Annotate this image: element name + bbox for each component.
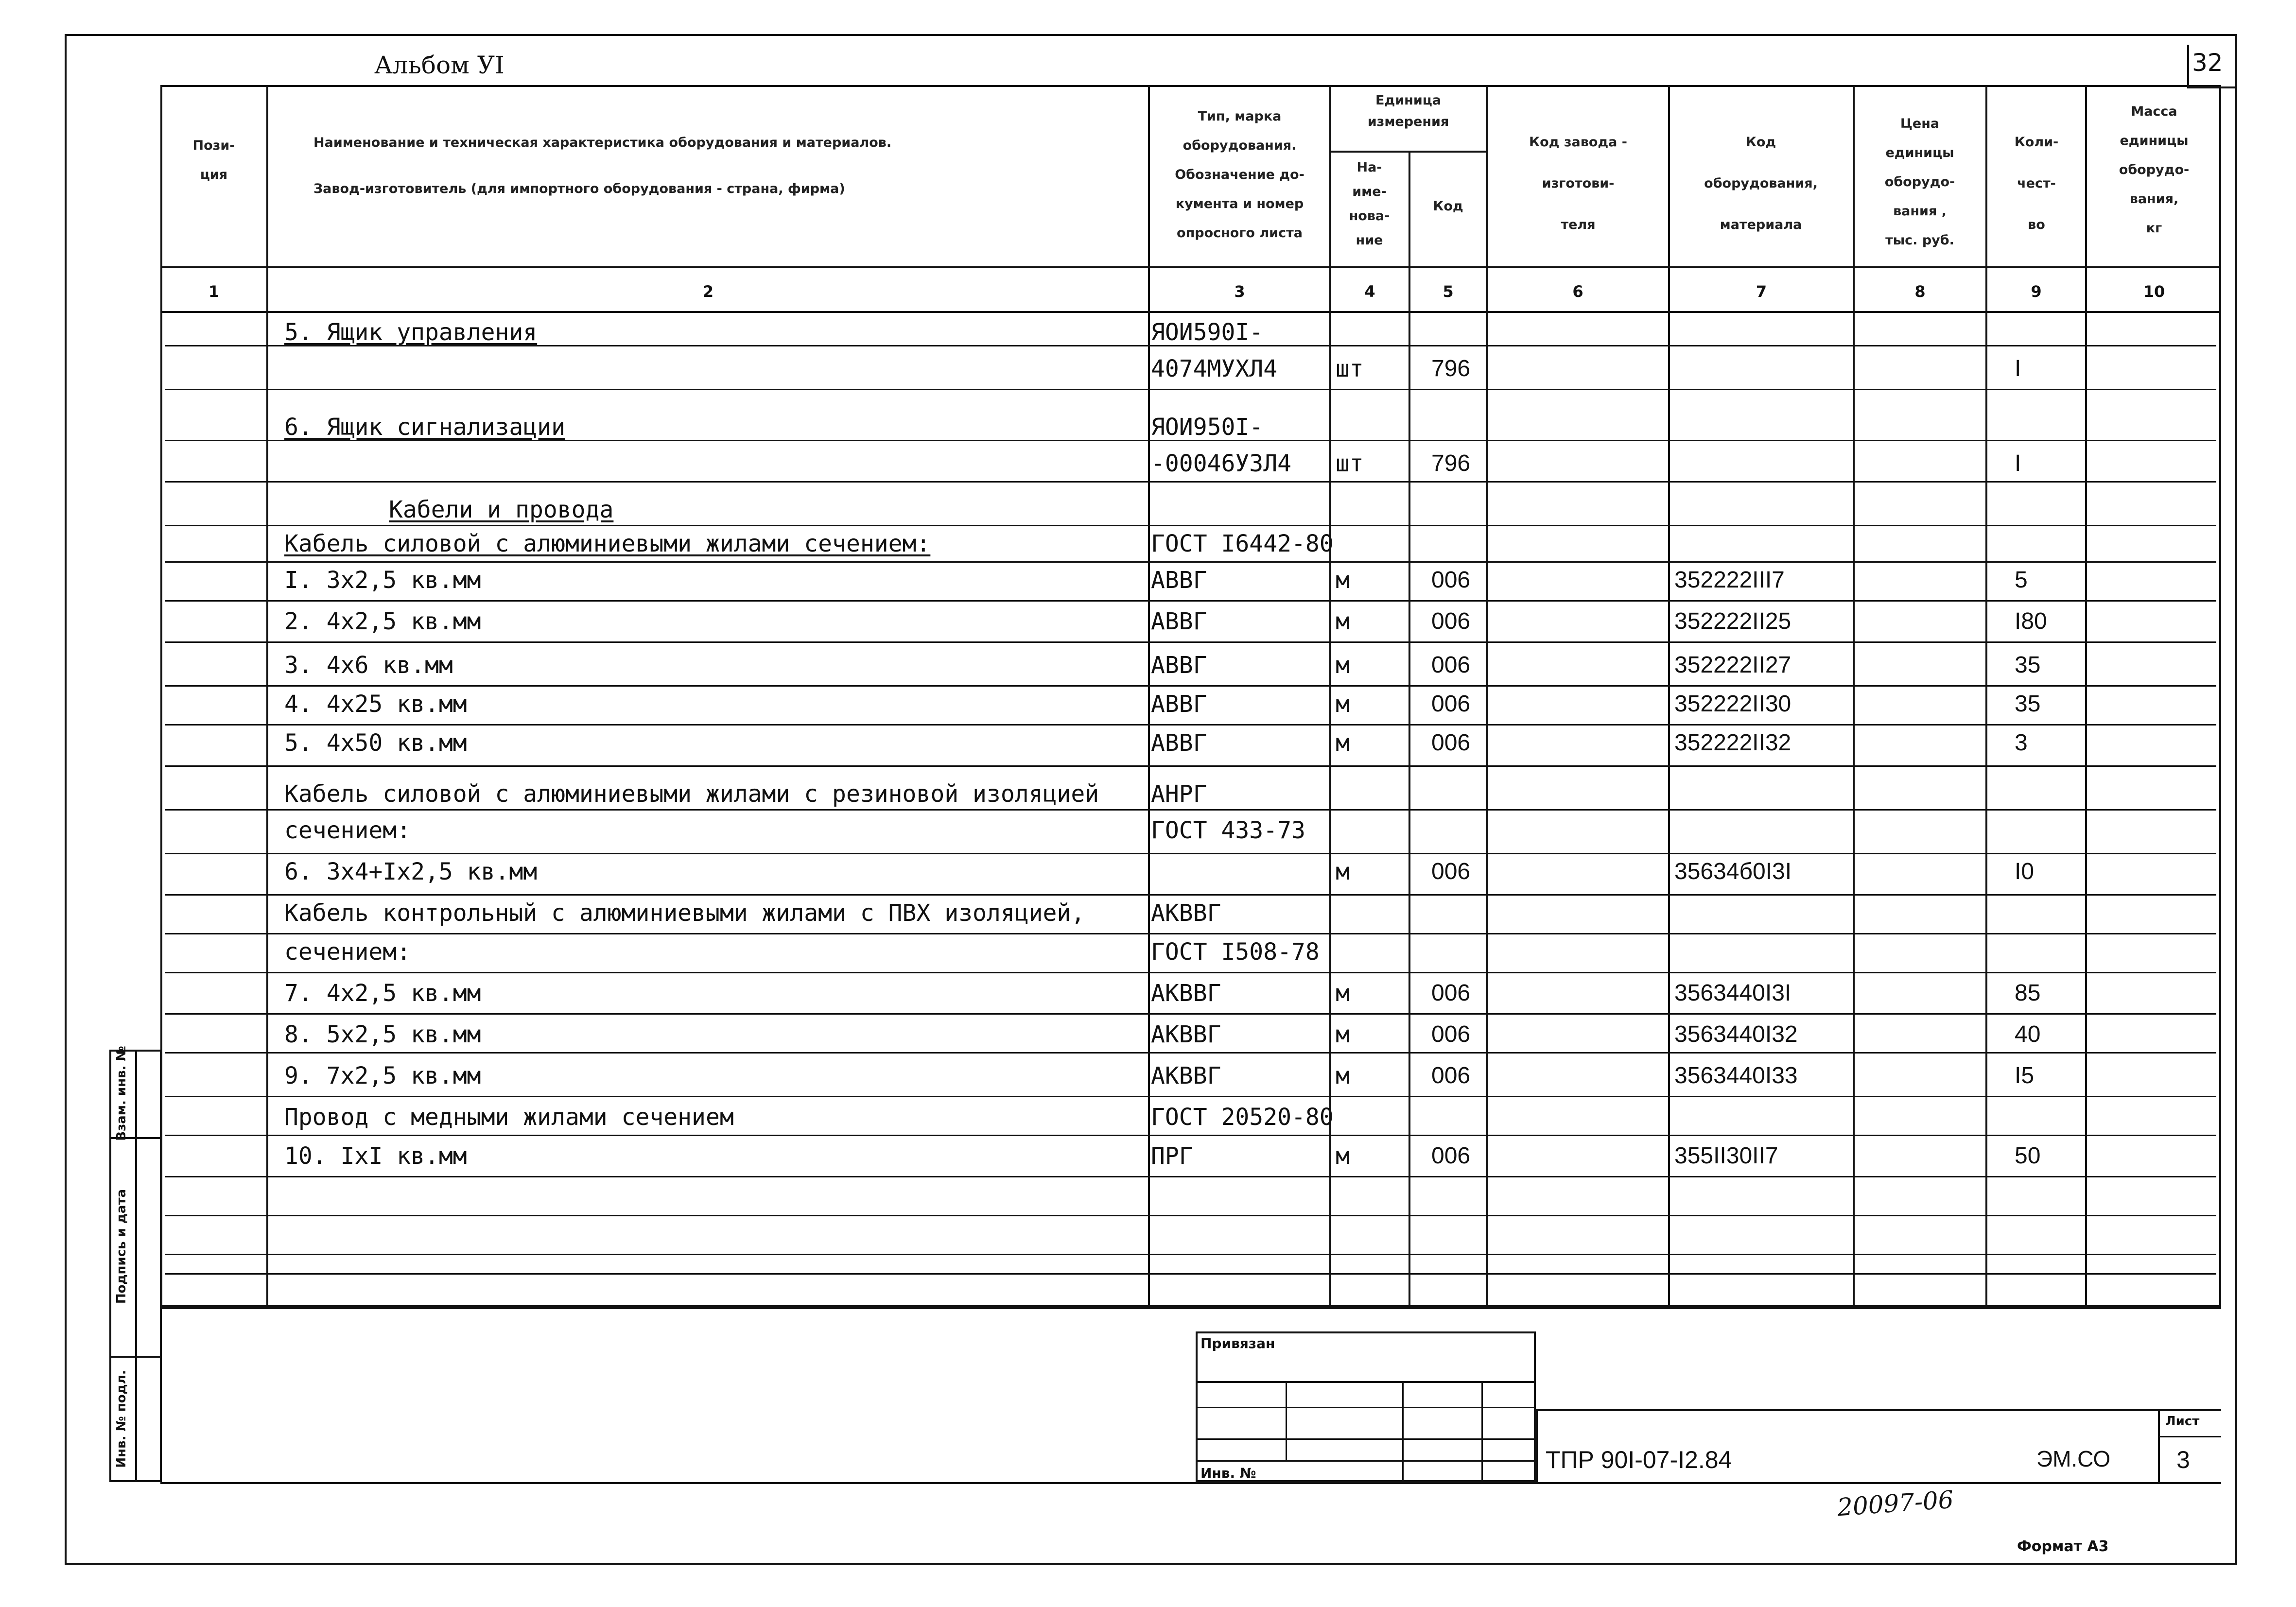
row-name-cell: Кабель контрольный с алюминиевыми жилами с ПВХ изоляцией,: [284, 899, 1085, 927]
row-separator: [165, 972, 2216, 973]
stamp-line: [1286, 1381, 1287, 1461]
row-name-cell: сечением:: [284, 938, 411, 966]
row-qty-cell: 35: [2015, 691, 2041, 717]
row-separator: [165, 389, 2216, 390]
row-type-cell: АНРГ: [1151, 780, 1207, 808]
row-type-cell: 4074МУХЛ4: [1151, 355, 1278, 382]
row-mat-cell: 352222III7: [1674, 567, 1785, 593]
row-unit-cell: м: [1336, 1021, 1350, 1048]
col-divider: [1148, 85, 1150, 1307]
row-code-cell: 006: [1431, 1063, 1471, 1089]
row-type-cell: ГОСТ 433-73: [1151, 817, 1305, 844]
row-code-cell: 006: [1431, 980, 1471, 1006]
row-type-cell: ЯОИ950I-: [1151, 414, 1264, 441]
row-code-cell: 006: [1431, 1021, 1471, 1047]
stamp-line: [1481, 1381, 1483, 1482]
sheet-label: Лист: [2165, 1414, 2200, 1429]
row-type-cell: АВВГ: [1151, 567, 1207, 594]
row-qty-cell: 40: [2015, 1021, 2041, 1047]
row-type-cell: ЯОИ590I-: [1151, 319, 1264, 346]
row-separator: [165, 765, 2216, 767]
row-unit-cell: м: [1336, 858, 1350, 885]
stamp-top-line: [160, 1307, 2221, 1309]
row-mat-cell: 352222II32: [1674, 730, 1792, 756]
header-quantity: Коли- чест- во: [2014, 135, 2059, 232]
row-name-cell: 8. 5х2,5 кв.мм: [284, 1021, 481, 1048]
stamp-privyazan: Привязан: [1200, 1335, 1275, 1351]
col-number: 1: [208, 282, 220, 301]
row-mat-cell: 3563440I33: [1674, 1063, 1798, 1089]
row-name-cell: 3. 4х6 кв.мм: [284, 652, 453, 679]
row-code-cell: 006: [1431, 567, 1471, 593]
page-number: 32: [2192, 49, 2223, 77]
side-stamp-divider: [109, 1356, 162, 1358]
row-unit-cell: шт: [1336, 355, 1364, 382]
row-separator: [165, 894, 2216, 896]
row-qty-cell: I80: [2015, 608, 2047, 634]
stamp-inv-no: Инв. №: [1200, 1465, 1256, 1481]
row-separator: [165, 1273, 2216, 1275]
col-number: 3: [1234, 282, 1245, 301]
header-type: Тип, марка оборудования. Обозначение до- кумента и номер опросного листа: [1175, 109, 1305, 241]
row-name-cell: 5. 4х50 кв.мм: [284, 729, 467, 757]
row-code-cell: 006: [1431, 730, 1471, 756]
row-name-cell: I. 3х2,5 кв.мм: [284, 567, 481, 594]
row-name-cell: сечением:: [284, 817, 411, 844]
row-name-cell: 10. IхI кв.мм: [284, 1142, 467, 1170]
row-mat-cell: 3563440I32: [1674, 1021, 1798, 1047]
title-block-divider: [1536, 1409, 1538, 1482]
row-code-cell: 006: [1431, 859, 1471, 884]
col-divider: [1985, 85, 1987, 1307]
row-type-cell: АКВВГ: [1151, 1021, 1221, 1048]
col-number: 8: [1914, 282, 1926, 301]
col-number: 10: [2143, 282, 2165, 301]
stamp-line: [1402, 1381, 1404, 1482]
row-separator: [165, 685, 2216, 687]
row-type-cell: АВВГ: [1151, 729, 1207, 757]
colnum-bottom-line: [160, 311, 2221, 313]
row-type-cell: ПРГ: [1151, 1142, 1193, 1170]
header-unit-name: На- име- нова- ние: [1349, 160, 1390, 248]
row-unit-cell: м: [1336, 567, 1350, 594]
header-subdivider: [1329, 151, 1486, 153]
header-mass: Масса единицы оборудо- вания, кг: [2119, 104, 2190, 236]
row-code-cell: 006: [1431, 608, 1471, 634]
row-separator: [165, 1052, 2216, 1054]
row-name-cell: 4. 4х25 кв.мм: [284, 691, 467, 718]
col-divider: [1853, 85, 1855, 1307]
row-mat-cell: 3563440I3I: [1674, 980, 1792, 1006]
row-separator: [165, 641, 2216, 643]
title-block-bottom: [160, 1482, 2221, 1484]
side-label-sign: Подпись и дата: [114, 1189, 129, 1304]
handwritten-number: 20097-06: [1836, 1485, 1955, 1522]
row-type-cell: ГОСТ I6442-80: [1151, 530, 1334, 557]
row-name-cell: Кабель силовой с алюминиевыми жилами сечением:: [284, 530, 931, 557]
row-separator: [165, 1254, 2216, 1255]
row-separator: [165, 809, 2216, 811]
row-mat-cell: 355II30II7: [1674, 1143, 1778, 1169]
row-separator: [165, 525, 2216, 526]
row-separator: [165, 1176, 2216, 1177]
row-code-cell: 006: [1431, 691, 1471, 717]
row-separator: [165, 724, 2216, 726]
row-separator: [165, 1215, 2216, 1216]
side-label-vzam: Взам. инв. №: [114, 1046, 129, 1141]
row-unit-cell: м: [1336, 980, 1350, 1007]
side-stamp-divider: [135, 1050, 137, 1482]
row-separator: [165, 1096, 2216, 1097]
title-block-top: [1536, 1409, 2221, 1411]
header-price: Цена единицы оборудо- вания , тыс. руб.: [1884, 116, 1955, 248]
row-unit-cell: м: [1336, 608, 1350, 635]
row-type-cell: ГОСТ 20520-80: [1151, 1104, 1334, 1131]
header-unit: Единица измерения: [1367, 93, 1449, 129]
row-name-cell: 9. 7х2,5 кв.мм: [284, 1062, 481, 1089]
row-name-cell: 6. 3х4+Iх2,5 кв.мм: [284, 858, 538, 885]
col-number: 7: [1756, 282, 1767, 301]
col-number: 9: [2031, 282, 2042, 301]
row-qty-cell: 85: [2015, 980, 2041, 1006]
header-position: Пози- ция: [192, 138, 235, 182]
row-type-cell: АКВВГ: [1151, 1062, 1221, 1089]
col-divider: [1486, 85, 1488, 1307]
row-qty-cell: 5: [2015, 567, 2028, 593]
row-code-cell: 796: [1431, 450, 1471, 476]
sheet-cell-divider: [2158, 1409, 2160, 1482]
row-mat-cell: 35634б0I3I: [1674, 859, 1792, 884]
row-qty-cell: I0: [2015, 859, 2035, 884]
col-divider: [1668, 85, 1670, 1307]
row-unit-cell: шт: [1336, 450, 1364, 477]
row-unit-cell: м: [1336, 1142, 1350, 1170]
row-name-cell: 2. 4х2,5 кв.мм: [284, 608, 481, 635]
row-code-cell: 006: [1431, 1143, 1471, 1169]
sheet-number: 3: [2176, 1446, 2190, 1473]
col-number: 2: [702, 282, 714, 301]
row-mat-cell: 352222II25: [1674, 608, 1792, 634]
col-number: 4: [1364, 282, 1375, 301]
col-number: 6: [1572, 282, 1583, 301]
row-qty-cell: I: [2015, 450, 2021, 476]
row-name-cell: 6. Ящик сигнализации: [284, 414, 565, 441]
header-name-line2: Завод-изготовитель (для импортного оборудования - страна, фирма): [313, 181, 845, 196]
header-bottom-line: [160, 266, 2221, 268]
row-unit-cell: м: [1336, 1062, 1350, 1089]
format-label: Формат А3: [2017, 1538, 2109, 1555]
row-qty-cell: 50: [2015, 1143, 2041, 1169]
row-name-cell: Кабели и провода: [389, 496, 614, 523]
row-name-cell: 5. Ящик управления: [284, 319, 538, 346]
row-separator: [165, 1013, 2216, 1015]
stamp-line: [1196, 1407, 1536, 1408]
col-number: 5: [1443, 282, 1454, 301]
row-unit-cell: м: [1336, 691, 1350, 718]
row-name-cell: 7. 4х2,5 кв.мм: [284, 980, 481, 1007]
col-divider: [2085, 85, 2087, 1307]
row-type-cell: АВВГ: [1151, 652, 1207, 679]
header-unit-code: Код: [1433, 199, 1463, 214]
row-type-cell: ГОСТ I508-78: [1151, 938, 1320, 966]
row-type-cell: АВВГ: [1151, 608, 1207, 635]
header-material-code: Код оборудования, материала: [1704, 135, 1818, 232]
row-separator: [165, 600, 2216, 602]
header-factory-code: Код завода - изготови- теля: [1529, 135, 1627, 232]
side-label-inv: Инв. № подл.: [114, 1370, 129, 1468]
row-type-cell: АКВВГ: [1151, 899, 1221, 927]
row-code-cell: 006: [1431, 652, 1471, 678]
header-name-line1: Наименование и техническая характеристика оборудования и материалов.: [313, 135, 892, 150]
row-mat-cell: 352222II30: [1674, 691, 1792, 717]
row-separator: [165, 561, 2216, 563]
row-separator: [165, 933, 2216, 934]
row-separator: [165, 853, 2216, 854]
row-type-cell: АКВВГ: [1151, 980, 1221, 1007]
row-code-cell: 796: [1431, 356, 1471, 381]
row-name-cell: Кабель силовой с алюминиевыми жилами с резиновой изоляцией: [284, 780, 1099, 808]
sheet-cell-divider: [2158, 1436, 2221, 1437]
stamp-line: [1196, 1460, 1536, 1462]
album-title: Альбом УI: [374, 51, 504, 79]
row-separator: [165, 1135, 2216, 1136]
row-type-cell: АВВГ: [1151, 691, 1207, 718]
row-qty-cell: 3: [2015, 730, 2028, 756]
row-qty-cell: I: [2015, 356, 2021, 381]
row-separator: [165, 481, 2216, 483]
document-code: ТПР 90I-07-I2.84: [1546, 1446, 1732, 1473]
row-type-cell: -00046УЗЛ4: [1151, 450, 1291, 477]
document-mark: ЭМ.СО: [2036, 1446, 2111, 1471]
row-name-cell: Провод с медными жилами сечением: [284, 1104, 734, 1131]
row-unit-cell: м: [1336, 729, 1350, 757]
col-divider: [1409, 151, 1410, 1307]
row-qty-cell: I5: [2015, 1063, 2035, 1089]
stamp-line: [1196, 1381, 1536, 1383]
row-unit-cell: м: [1336, 652, 1350, 679]
row-mat-cell: 352222II27: [1674, 652, 1792, 678]
col-divider: [266, 85, 268, 1307]
row-qty-cell: 35: [2015, 652, 2041, 678]
stamp-line: [1196, 1438, 1536, 1440]
